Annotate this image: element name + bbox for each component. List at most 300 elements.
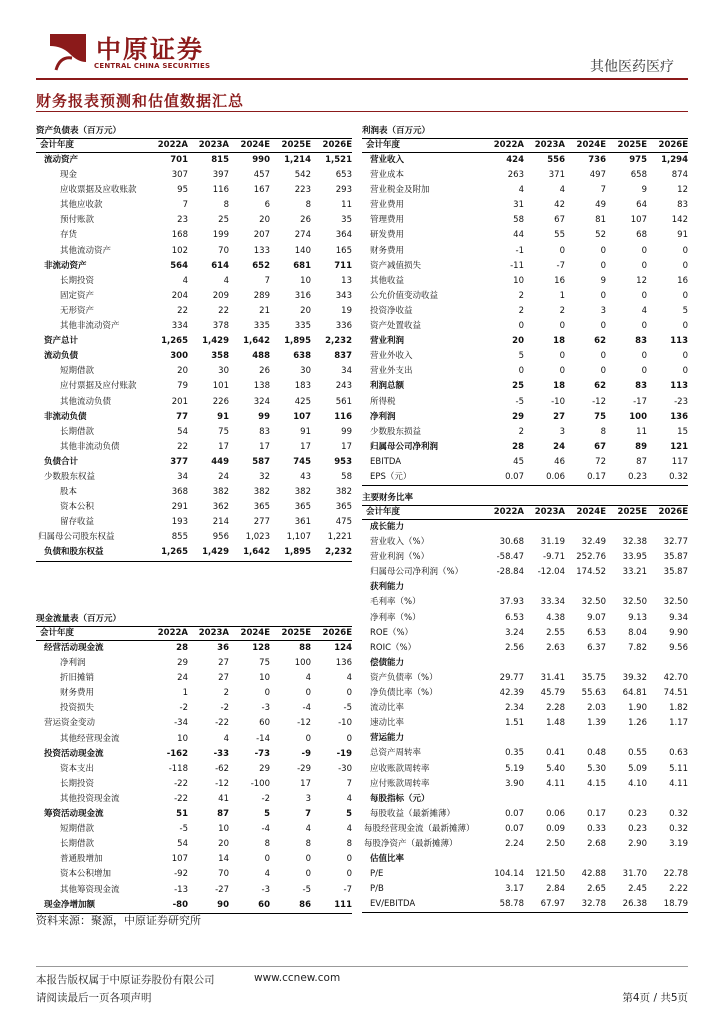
cell-value: 35.87 [663, 567, 688, 578]
cell-value: -12 [215, 778, 229, 789]
cell-value: 0 [346, 869, 352, 880]
cell-value: 51 [176, 809, 188, 820]
cell-value: 95 [177, 185, 188, 196]
cell-value: 72 [595, 456, 606, 467]
cell-value [524, 656, 565, 671]
cell-value: 101 [212, 381, 229, 392]
cell-value: 815 [211, 155, 229, 165]
cell-value: 29 [512, 411, 524, 422]
cell-value: 6.53 [505, 612, 524, 623]
year-header: 2025E [281, 140, 311, 150]
cell-value: 0 [559, 321, 565, 332]
cell-value: 89 [635, 441, 647, 452]
header-label: 会计年度 [40, 140, 75, 150]
cell-value: 58 [513, 215, 524, 226]
row-label: 速动比率 [370, 718, 405, 729]
cell-value: -19 [336, 748, 352, 759]
cell-value [606, 731, 647, 746]
table-row [362, 349, 688, 364]
cell-value: 121.50 [535, 869, 565, 880]
cell-value: 136 [670, 411, 688, 422]
cell-value: 0 [682, 290, 688, 301]
cell-value: 32.77 [663, 537, 688, 548]
cell-value: 561 [335, 396, 352, 407]
table-row [362, 470, 688, 485]
cell-value: 0 [305, 869, 311, 880]
cell-value: 99 [258, 411, 270, 422]
cell-value: 4 [264, 869, 270, 880]
cell-value: 975 [629, 155, 647, 165]
cell-value: 100 [629, 411, 647, 422]
cell-value: 382 [253, 487, 270, 498]
cell-value: 24 [553, 441, 565, 452]
cell-value: 11 [636, 426, 647, 437]
cell-value [565, 656, 606, 671]
cell-value: 2.03 [587, 703, 606, 714]
row-label: 筹资活动现金流 [44, 809, 104, 820]
cell-value: 5 [518, 351, 524, 362]
table-row [36, 777, 352, 792]
row-label: 成长能力 [370, 522, 405, 532]
table-row [362, 762, 688, 777]
cell-value [565, 580, 606, 595]
cell-value: 26 [259, 366, 270, 377]
cell-value: 0.32 [669, 823, 688, 834]
cell-value: 365 [335, 502, 352, 513]
cell-value [606, 580, 647, 595]
row-label: 营业收入 [370, 155, 405, 165]
cell-value: 658 [630, 170, 647, 181]
cell-value: 1,429 [202, 547, 229, 558]
table-row [362, 550, 688, 565]
cell-value: 22.78 [663, 869, 688, 880]
cell-value: 31.19 [540, 537, 565, 548]
cell-value: 30 [218, 366, 229, 377]
table-row [362, 364, 688, 379]
cell-value: 88 [299, 643, 311, 653]
table-row [36, 515, 352, 530]
cell-value: 49 [595, 200, 606, 211]
cell-value: 293 [335, 185, 352, 196]
cell-value: 28 [176, 643, 188, 653]
row-label: 存货 [60, 230, 78, 241]
row-label: 利润总额 [370, 381, 405, 392]
row-label: 少数股东损益 [370, 426, 422, 437]
cell-value: 4 [559, 185, 565, 196]
table-row [362, 580, 688, 595]
cell-value: 199 [212, 230, 229, 241]
cell-value: 425 [294, 396, 311, 407]
cell-value: 497 [589, 170, 606, 181]
table-row [362, 716, 688, 731]
table-row [36, 319, 352, 334]
row-label: 短期借款 [60, 824, 95, 835]
cell-value: 27 [218, 658, 229, 669]
cell-value [483, 656, 524, 671]
cell-value: 45 [513, 456, 524, 467]
cell-value: 90 [217, 899, 229, 910]
cell-value: 28 [512, 441, 524, 452]
table-row [362, 792, 688, 807]
cell-value: 24 [177, 673, 188, 684]
footer-disclaimer: 请阅读最后一页各项声明 [36, 992, 152, 1004]
cell-value: 75 [259, 658, 270, 669]
cell-value: 2 [518, 290, 524, 301]
cell-value: 2 [518, 426, 524, 437]
cell-value: 113 [670, 336, 688, 347]
footer-website-link[interactable]: www.ccnew.com [254, 972, 341, 984]
cell-value: 33.21 [622, 567, 647, 578]
cell-value: 243 [335, 381, 352, 392]
cell-value: 4 [305, 673, 311, 684]
cell-value: 104.14 [494, 869, 524, 880]
cell-value: 31 [513, 200, 524, 211]
cell-value: 68 [636, 230, 647, 241]
cell-value: 41 [218, 793, 229, 804]
cell-value [606, 792, 647, 807]
row-label: 营业利润 [370, 336, 405, 347]
cell-value: 638 [293, 351, 311, 362]
cell-value: -2 [220, 703, 229, 714]
cell-value: 32.49 [581, 537, 606, 548]
cell-value: 32.78 [581, 899, 606, 910]
row-label: 资本公积 [60, 502, 95, 513]
table-row [362, 852, 688, 867]
cell-value: 335 [294, 321, 311, 332]
cell-value [565, 852, 606, 867]
cell-value: 209 [212, 290, 229, 301]
table-row [36, 440, 352, 455]
cell-value: 1,221 [327, 532, 352, 543]
cell-value: 488 [252, 351, 270, 362]
year-header: 2022A [493, 507, 524, 517]
table-row [36, 425, 352, 440]
row-label: 每股净资产（最新摊薄） [364, 838, 458, 849]
cell-value: 0 [346, 688, 352, 699]
cell-value: 2.45 [628, 884, 647, 895]
year-header: 2023A [198, 628, 229, 638]
cell-value: 0 [518, 321, 524, 332]
cell-value: 736 [588, 155, 606, 165]
table-row [36, 349, 352, 364]
cell-value: 62 [594, 381, 606, 392]
row-label: 营业成本 [370, 170, 405, 181]
row-label: 每股收益（最新摊薄） [370, 808, 456, 819]
cell-value: 107 [630, 215, 647, 226]
table-row [36, 641, 352, 656]
table-row [362, 595, 688, 610]
cell-value: 26 [300, 215, 311, 226]
cell-value: -10 [551, 396, 565, 407]
row-label: 资本支出 [60, 763, 95, 774]
cell-value: 33.34 [540, 597, 565, 608]
cell-value: 20 [218, 839, 229, 850]
row-label: 少数股东权益 [44, 471, 96, 482]
cell-value: 124 [334, 643, 352, 653]
header-label: 会计年度 [366, 507, 401, 517]
cell-value: 23 [177, 215, 188, 226]
row-label: 营业收入（%） [370, 537, 430, 548]
cell-value: 711 [334, 260, 352, 271]
cell-value: -22 [174, 778, 188, 789]
cell-value: 20 [300, 305, 311, 316]
cell-value [647, 852, 688, 867]
cell-value: 2.28 [546, 703, 565, 714]
cell-value: 289 [253, 290, 270, 301]
row-label: 营业外支出 [370, 366, 413, 377]
table-title: 现金流量表（百万元） [36, 614, 122, 624]
cell-value: 168 [171, 230, 188, 241]
cell-value: 5.19 [505, 763, 524, 774]
row-label: EPS（元） [370, 471, 412, 482]
cell-value: 1,895 [284, 547, 311, 558]
cell-value: 116 [334, 411, 352, 422]
row-label: 营业外收入 [370, 351, 413, 362]
cell-value: 32.38 [622, 537, 647, 548]
cell-value: 3.24 [505, 627, 524, 638]
year-header: 2026E [658, 140, 688, 150]
table-row [36, 334, 352, 349]
table-row [362, 440, 688, 455]
cell-value: 2.22 [669, 884, 688, 895]
cell-value: 4.38 [546, 612, 565, 623]
cell-value: 837 [334, 351, 352, 362]
cell-value: 87 [217, 809, 229, 820]
table-title: 主要财务比率 [362, 493, 414, 503]
table-row [362, 807, 688, 822]
cell-value: 6.53 [587, 627, 606, 638]
cell-value: 30.68 [499, 537, 524, 548]
cell-value: 990 [252, 155, 270, 165]
row-label: 流动资产 [44, 155, 79, 165]
cell-value: 67 [554, 215, 565, 226]
cell-value: 42 [554, 200, 565, 211]
row-label: 流动比率 [370, 703, 405, 714]
section-title-divider [36, 111, 688, 112]
cell-value: 60 [259, 718, 270, 729]
table-row [36, 259, 352, 274]
row-label: 其他投资现金流 [60, 793, 120, 804]
table-row [362, 535, 688, 550]
footer-copyright: 本报告版权属于中原证券股份有限公司 [36, 974, 215, 986]
cell-value [647, 656, 688, 671]
cell-value: 0 [641, 245, 647, 256]
cell-value: 0 [600, 351, 606, 362]
row-label: 其他非流动负债 [60, 441, 120, 452]
row-label: 毛利率（%） [370, 597, 421, 608]
cell-value: 37.93 [499, 597, 524, 608]
table-row [362, 304, 688, 319]
row-label: 资本公积增加 [60, 869, 112, 880]
cell-value: 0 [264, 854, 270, 865]
cell-value: 1,294 [661, 155, 688, 165]
cell-value: 70 [218, 245, 229, 256]
cell-value: 91 [677, 230, 688, 241]
cell-value: 0 [559, 245, 565, 256]
cell-value: 0.09 [546, 823, 565, 834]
cell-value: -7 [556, 260, 565, 271]
row-label: 长期借款 [60, 839, 95, 850]
table-title: 利润表（百万元） [362, 126, 431, 136]
cell-value: -11 [510, 260, 524, 271]
cell-value: 117 [671, 456, 688, 467]
row-label: 股本 [60, 487, 78, 498]
cell-value: 0 [682, 260, 688, 271]
table-row [362, 455, 688, 470]
cell-value: 32.50 [622, 597, 647, 608]
cell-value: 335 [253, 321, 270, 332]
cell-value [483, 731, 524, 746]
cell-value: 307 [171, 170, 188, 181]
year-header: 2025E [281, 628, 311, 638]
cell-value: 12 [636, 275, 647, 286]
row-label: 净利润 [60, 658, 86, 669]
table-row [362, 334, 688, 349]
table-row [362, 867, 688, 882]
cell-value: 30 [300, 366, 311, 377]
table-row [362, 168, 688, 183]
year-header: 2022A [157, 140, 188, 150]
cell-value: -7 [343, 884, 352, 895]
cell-value: 214 [212, 517, 229, 528]
cell-value: 0 [559, 351, 565, 362]
table-row [362, 228, 688, 243]
cell-value: 167 [253, 185, 270, 196]
cell-value: 35.87 [663, 552, 688, 563]
table-title: 资产负债表（百万元） [36, 126, 122, 136]
cell-value: 2,232 [325, 547, 352, 558]
row-label: 营运资金变动 [44, 718, 96, 729]
cell-value: 5.40 [546, 763, 565, 774]
cell-value: 107 [293, 411, 311, 422]
cell-value: 10 [218, 824, 229, 835]
cell-value: -4 [302, 703, 311, 714]
cell-value: 31.41 [540, 672, 565, 683]
row-label: 应收账款周转率 [370, 763, 430, 774]
row-label: 研发费用 [370, 230, 405, 241]
cell-value: 107 [171, 854, 188, 865]
cell-value: 1,023 [245, 532, 270, 543]
cash-flow-table [36, 612, 352, 914]
cell-value: 1 [182, 688, 188, 699]
cell-value: 9.56 [669, 642, 688, 653]
cell-value: 9 [600, 275, 606, 286]
cell-value: 2.90 [628, 838, 647, 849]
table-row [362, 837, 688, 852]
table-row [362, 611, 688, 626]
cell-value: 91 [217, 411, 229, 422]
table-row [362, 153, 688, 168]
cell-value: 0 [641, 321, 647, 332]
financial-ratios-table [362, 491, 688, 913]
cell-value [647, 580, 688, 595]
cell-value: 35 [341, 215, 352, 226]
cell-value [483, 792, 524, 807]
cell-value [483, 852, 524, 867]
table-row [36, 364, 352, 379]
cell-value: 55 [554, 230, 565, 241]
cell-value: 0 [518, 366, 524, 377]
cell-value: 2.34 [505, 703, 524, 714]
cell-value: 614 [211, 260, 229, 271]
cell-value: 2.84 [546, 884, 565, 895]
cell-value: 9.13 [628, 612, 647, 623]
row-label: 长期投资 [60, 778, 95, 789]
cell-value: 4 [641, 305, 647, 316]
cell-value: 274 [294, 230, 311, 241]
cell-value: 29 [259, 763, 270, 774]
cell-value: -23 [674, 396, 688, 407]
cell-value: -100 [250, 778, 270, 789]
cell-value: 382 [212, 487, 229, 498]
cell-value: 1.90 [628, 703, 647, 714]
row-label: 归属母公司股东权益 [38, 532, 115, 543]
cell-value: 0 [600, 366, 606, 377]
cell-value: 7 [305, 809, 311, 820]
year-header: 2022A [493, 140, 524, 150]
cell-value [524, 852, 565, 867]
cell-value: 8 [305, 839, 311, 850]
table-row [362, 626, 688, 641]
cell-value: 1 [559, 290, 565, 301]
table-row [362, 319, 688, 334]
cell-value: 5.11 [669, 763, 688, 774]
cell-value: 31.70 [622, 869, 647, 880]
cell-value: -10 [338, 718, 352, 729]
cell-value: 0 [682, 366, 688, 377]
cell-value: 0.23 [628, 823, 647, 834]
cell-value: 102 [171, 245, 188, 256]
cell-value: 2 [559, 305, 565, 316]
table-row [36, 671, 352, 686]
cell-value: -2 [261, 793, 270, 804]
cell-value: 0.23 [628, 471, 647, 482]
cell-value: 652 [252, 260, 270, 271]
cell-value: 0 [682, 351, 688, 362]
table-row [36, 686, 352, 701]
cell-value: 140 [294, 245, 311, 256]
table-row [36, 304, 352, 319]
table-row [362, 777, 688, 792]
table-row [36, 379, 352, 394]
cell-value: 3 [600, 305, 606, 316]
row-label: P/B [370, 884, 384, 895]
cell-value: 1,521 [325, 155, 352, 165]
cell-value: 12 [677, 185, 688, 196]
row-label: 营业税金及附加 [370, 185, 430, 196]
row-label: 长期借款 [60, 426, 95, 437]
cell-value: 4 [223, 275, 229, 286]
cell-value: 86 [299, 899, 311, 910]
cell-value: 0 [600, 245, 606, 256]
cell-value: 361 [294, 517, 311, 528]
cell-value: 0 [305, 854, 311, 865]
row-label: 资产处置收益 [370, 321, 422, 332]
cell-value: 27 [218, 673, 229, 684]
cell-value [606, 520, 647, 535]
table-row [362, 198, 688, 213]
cell-value [565, 731, 606, 746]
cell-value: 0 [682, 245, 688, 256]
cell-value: 223 [294, 185, 311, 196]
cell-value: 956 [212, 532, 229, 543]
cell-value: 54 [177, 426, 188, 437]
cell-value: 26.38 [622, 899, 647, 910]
cell-value: 22 [218, 305, 229, 316]
cell-value: 128 [252, 643, 270, 653]
cell-value: 46 [554, 456, 565, 467]
row-label: 营业费用 [370, 200, 405, 211]
